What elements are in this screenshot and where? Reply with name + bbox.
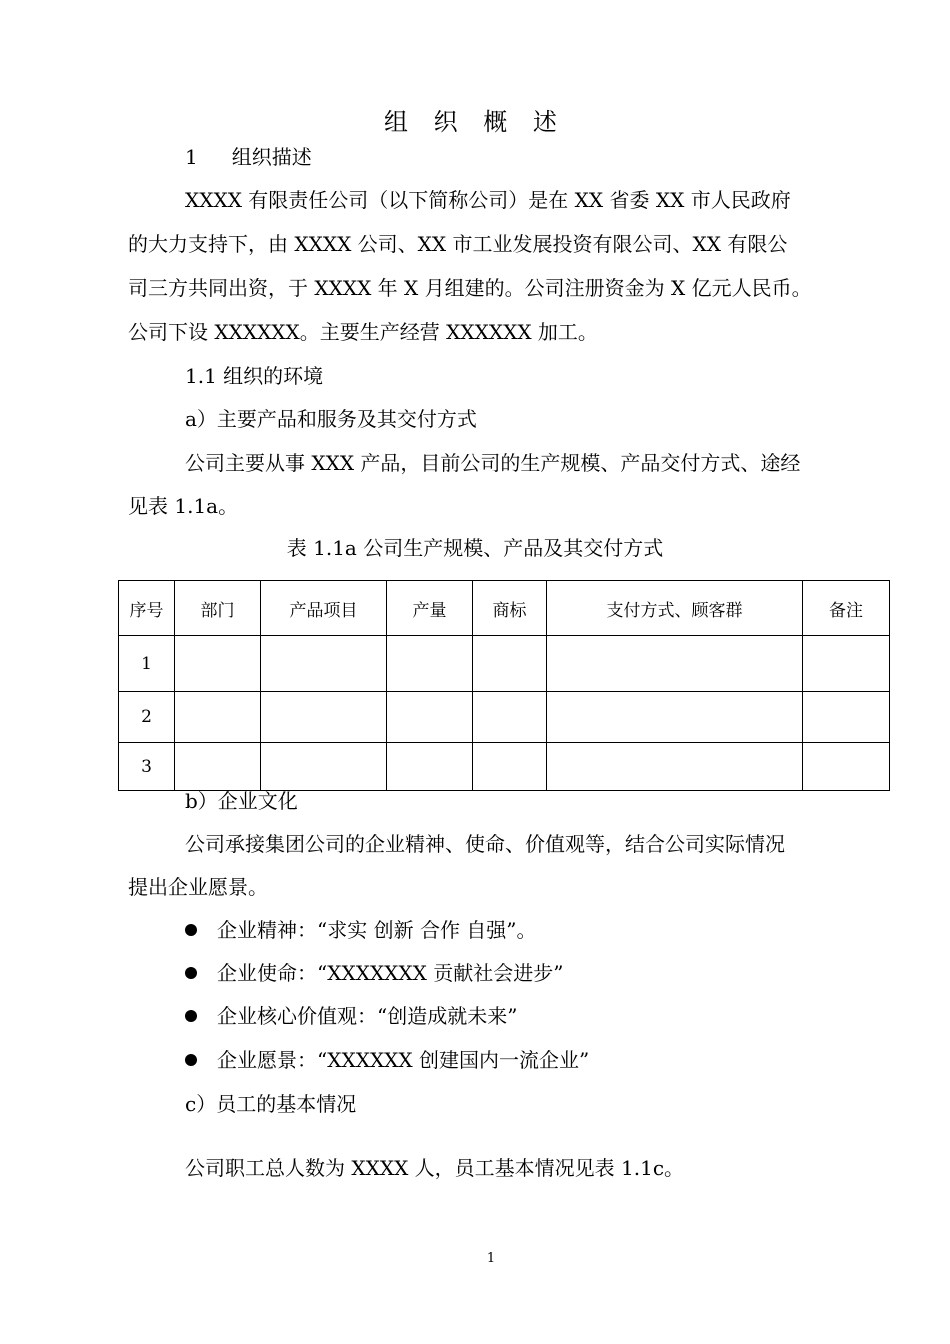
item-a-heading: a）主要产品和服务及其交付方式: [185, 407, 477, 431]
bullet-item: [185, 1001, 517, 1031]
intro-line-4: 公司下设 XXXXXX。主要生产经营 XXXXXX 加工。: [128, 320, 598, 344]
table-row: [119, 743, 890, 791]
section-heading: [185, 142, 312, 172]
bullet-text: 企业使命：“XXXXXXX 贡献社会进步”: [217, 961, 564, 985]
bullet-text: 企业核心价值观：“创造成就未来”: [217, 1004, 518, 1028]
item-a-line-1: 公司主要从事 XXX 产品，目前公司的生产规模、产品交付方式、途经: [185, 451, 801, 475]
table-header-cell: 部门: [175, 581, 261, 636]
bullet-item: [185, 1045, 589, 1075]
table-cell: [175, 636, 261, 692]
intro-line-3: 司三方共同出资，于 XXXX 年 X 月组建的。公司注册资金为 X 亿元人民币。: [128, 276, 812, 300]
table-cell: [261, 692, 387, 743]
subsection-heading: 1.1 组织的环境: [185, 364, 324, 388]
table-cell: [547, 692, 803, 743]
table-cell: [387, 743, 473, 791]
intro-line-2: 的大力支持下，由 XXXX 公司、XX 市工业发展投资有限公司、XX 有限公: [128, 232, 788, 256]
table-cell: [547, 743, 803, 791]
item-a-line-2: 见表 1.1a。: [128, 494, 239, 518]
table-header-cell: 支付方式、顾客群: [547, 581, 803, 636]
page-number: 1: [486, 1251, 496, 1266]
table-cell: [473, 692, 547, 743]
bullet-text: 企业精神：“求实 创新 合作 自强”。: [217, 918, 537, 942]
table-cell: [473, 636, 547, 692]
table-caption: 表 1.1a 公司生产规模、产品及其交付方式: [286, 536, 664, 560]
table-header-row: [119, 581, 890, 636]
table-cell: [175, 692, 261, 743]
section-number: 1: [185, 145, 198, 169]
table-header-cell: 产量: [387, 581, 473, 636]
table-header-cell: 商标: [473, 581, 547, 636]
item-b-heading: b）企业文化: [185, 789, 298, 813]
section-title: 组织描述: [231, 145, 312, 169]
bullet-icon: [185, 1010, 197, 1022]
table-header-cell: 序号: [119, 581, 175, 636]
bullet-icon: [185, 924, 197, 936]
table-row: [119, 636, 890, 692]
bullet-text: 企业愿景：“XXXXXX 创建国内一流企业”: [217, 1048, 590, 1072]
table-cell: [261, 636, 387, 692]
intro-line-1: XXXX 有限责任公司（以下简称公司）是在 XX 省委 XX 市人民政府: [185, 188, 791, 212]
page-title: 组 织 概 述: [384, 108, 566, 136]
table-cell: [387, 636, 473, 692]
table-cell: 3: [119, 743, 175, 791]
table-cell: [803, 692, 890, 743]
item-c-heading: c）员工的基本情况: [185, 1092, 357, 1116]
table-cell: [547, 636, 803, 692]
table-cell: [175, 743, 261, 791]
bullet-icon: [185, 1054, 197, 1066]
table-header-cell: 产品项目: [261, 581, 387, 636]
table-cell: [473, 743, 547, 791]
table-cell: 2: [119, 692, 175, 743]
table-cell: [261, 743, 387, 791]
table-header-cell: 备注: [803, 581, 890, 636]
bullet-item: [185, 958, 563, 988]
table-cell: [803, 636, 890, 692]
table-cell: 1: [119, 636, 175, 692]
bullet-item: [185, 915, 537, 945]
bullet-icon: [185, 967, 197, 979]
item-b-line-1: 公司承接集团公司的企业精神、使命、价值观等，结合公司实际情况: [185, 832, 785, 856]
item-c-line: 公司职工总人数为 XXXX 人，员工基本情况见表 1.1c。: [185, 1156, 685, 1180]
table-cell: [803, 743, 890, 791]
item-b-line-2: 提出企业愿景。: [128, 875, 268, 899]
table-cell: [387, 692, 473, 743]
table-row: [119, 692, 890, 743]
production-table: [118, 580, 890, 791]
